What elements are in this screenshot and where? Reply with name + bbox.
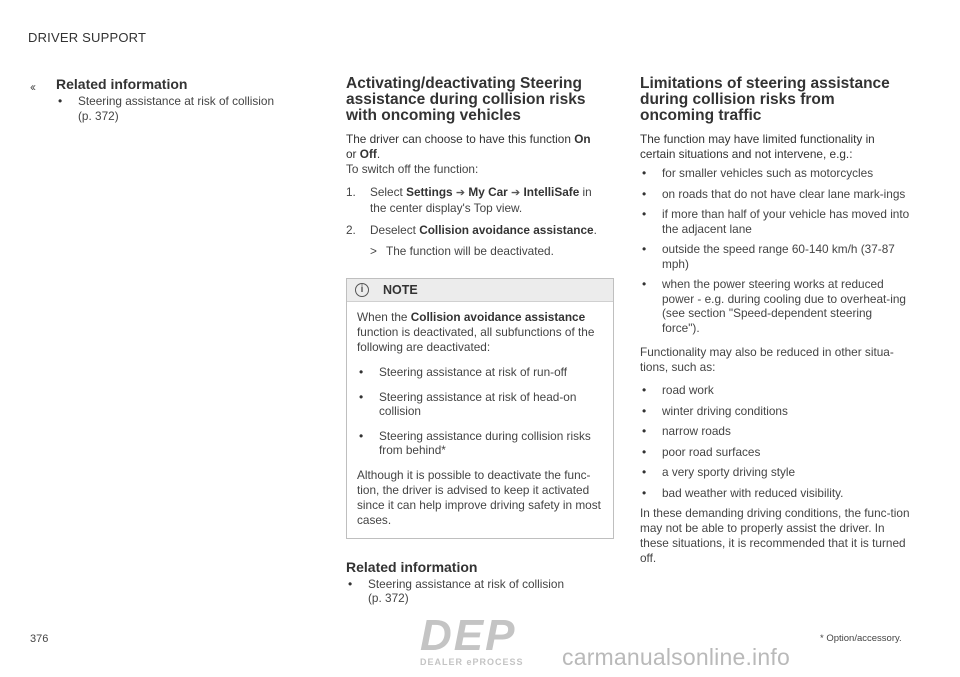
note-text	[357, 310, 603, 355]
limitations-column	[640, 76, 910, 566]
limitations-list	[640, 166, 910, 335]
related-info-heading-2: Related information	[346, 558, 478, 575]
step-number: 1.	[346, 185, 356, 199]
arrow-right-icon: ➔	[455, 187, 466, 199]
step-text-line2: the center display's Top view.	[370, 200, 523, 215]
list-item: • Steering assistance at risk of head-on collision	[357, 390, 603, 419]
logo-subtext: DEALER ePROCESS	[420, 657, 524, 667]
list-item: • outside the speed range 60-140 km/h (37-87 mph)	[640, 242, 910, 271]
related-info-column	[56, 76, 288, 129]
watermark: carmanualsonline.info	[562, 644, 790, 670]
note-list	[357, 365, 603, 458]
limitations-closing: In these demanding driving conditions, the func-tion may not be able to properly assist the driver. In these situations, it is recommended that it is turned off.	[640, 506, 910, 565]
list-item: • if more than half of your vehicle has moved into the adjacent lane	[640, 207, 910, 236]
back-chevron-icon[interactable]: ‹‹	[30, 80, 34, 94]
list-item: • a very sporty driving style	[640, 465, 910, 480]
note-text-post: function is deactivated, all subfunctions of the following are deactivated:	[357, 325, 595, 354]
section-header: DRIVER SUPPORT	[28, 30, 147, 45]
intro-text: The driver can choose to have this function	[346, 132, 575, 146]
related-link-text[interactable]: Steering assistance at risk of collision	[368, 576, 565, 591]
reduced-intro: Functionality may also be reduced in other situa-tions, such as:	[640, 345, 894, 374]
related-info-list-2	[346, 577, 614, 606]
list-item: • Steering assistance at risk of run-off	[357, 365, 603, 380]
note-text-pre: When the	[357, 310, 411, 324]
dep-logo	[416, 612, 546, 670]
related-info-item[interactable]	[56, 94, 288, 123]
off-label: Off	[359, 147, 377, 161]
logo-mark: DEP	[420, 612, 517, 660]
steps-list	[346, 185, 614, 238]
list-item: • Steering assistance during collision risks from behind*	[357, 429, 603, 458]
note-body	[347, 302, 613, 538]
intro-end: .	[376, 147, 381, 161]
related-info-heading: Related information	[56, 76, 188, 92]
step-text-end: .	[593, 223, 597, 237]
note-bold: Collision avoidance assistance	[410, 310, 586, 324]
note-closing: Although it is possible to deactivate the func-tion, the driver is advised to keep it activated since it can help improve driving safety in most cases.	[357, 467, 601, 527]
note-title: NOTE	[383, 283, 418, 297]
list-item: • bad weather with reduced visibility.	[640, 486, 910, 501]
list-item: • on roads that do not have clear lane mark-ings	[640, 187, 910, 202]
note-header	[347, 279, 613, 302]
switch-off-text: To switch off the function:	[346, 162, 479, 176]
note-box	[346, 278, 614, 539]
activating-title: Activating/deactivating Steering assistance during collision risks with oncoming vehicles	[346, 75, 586, 124]
step-item	[346, 223, 614, 238]
info-circle-icon: i	[355, 283, 369, 297]
step-item	[346, 185, 614, 215]
step-text: Deselect	[370, 223, 420, 237]
related-link-text[interactable]: Steering assistance at risk of collision	[78, 94, 275, 108]
step-result	[346, 244, 614, 259]
step-number: 2.	[346, 223, 356, 237]
result-text: The function will be deactivated.	[386, 243, 554, 258]
intellisafe-label: IntelliSafe	[523, 185, 580, 199]
step-text-end: in	[579, 185, 592, 199]
settings-label: Settings	[406, 185, 453, 199]
step-text: Select	[370, 185, 407, 199]
related-link-page[interactable]: (p. 372)	[78, 108, 119, 123]
my-car-label: My Car	[468, 185, 508, 199]
limitations-title: Limitations of steering assistance during collision risks from oncoming traffic	[640, 75, 890, 124]
activating-intro	[346, 132, 614, 162]
related-info-list	[56, 94, 288, 123]
list-item: • narrow roads	[640, 424, 910, 439]
list-item: • road work	[640, 383, 910, 398]
arrow-right-icon: ➔	[511, 187, 521, 199]
footnote: * Option/accessory.	[820, 633, 902, 644]
page-number: 376	[30, 633, 49, 645]
reduced-list	[640, 383, 910, 500]
related-info-item[interactable]	[346, 577, 614, 606]
activating-column	[346, 76, 614, 612]
intro-or-text: or	[346, 147, 360, 161]
list-item: • for smaller vehicles such as motorcycles	[640, 166, 910, 181]
result-marker: >	[370, 243, 377, 258]
on-label: On	[574, 132, 591, 146]
related-link-page[interactable]: (p. 372)	[368, 591, 409, 605]
limitations-intro: The function may have limited functionality in certain situations and not intervene, e.g.:	[640, 132, 875, 161]
list-item: • winter driving conditions	[640, 404, 910, 419]
collision-avoidance-label: Collision avoidance assistance	[419, 223, 594, 237]
list-item: • when the power steering works at reduced power - e.g. during cooling due to overheat-ing (see section "Speed-dependent steering force").	[640, 277, 910, 335]
list-item: • poor road surfaces	[640, 445, 910, 460]
